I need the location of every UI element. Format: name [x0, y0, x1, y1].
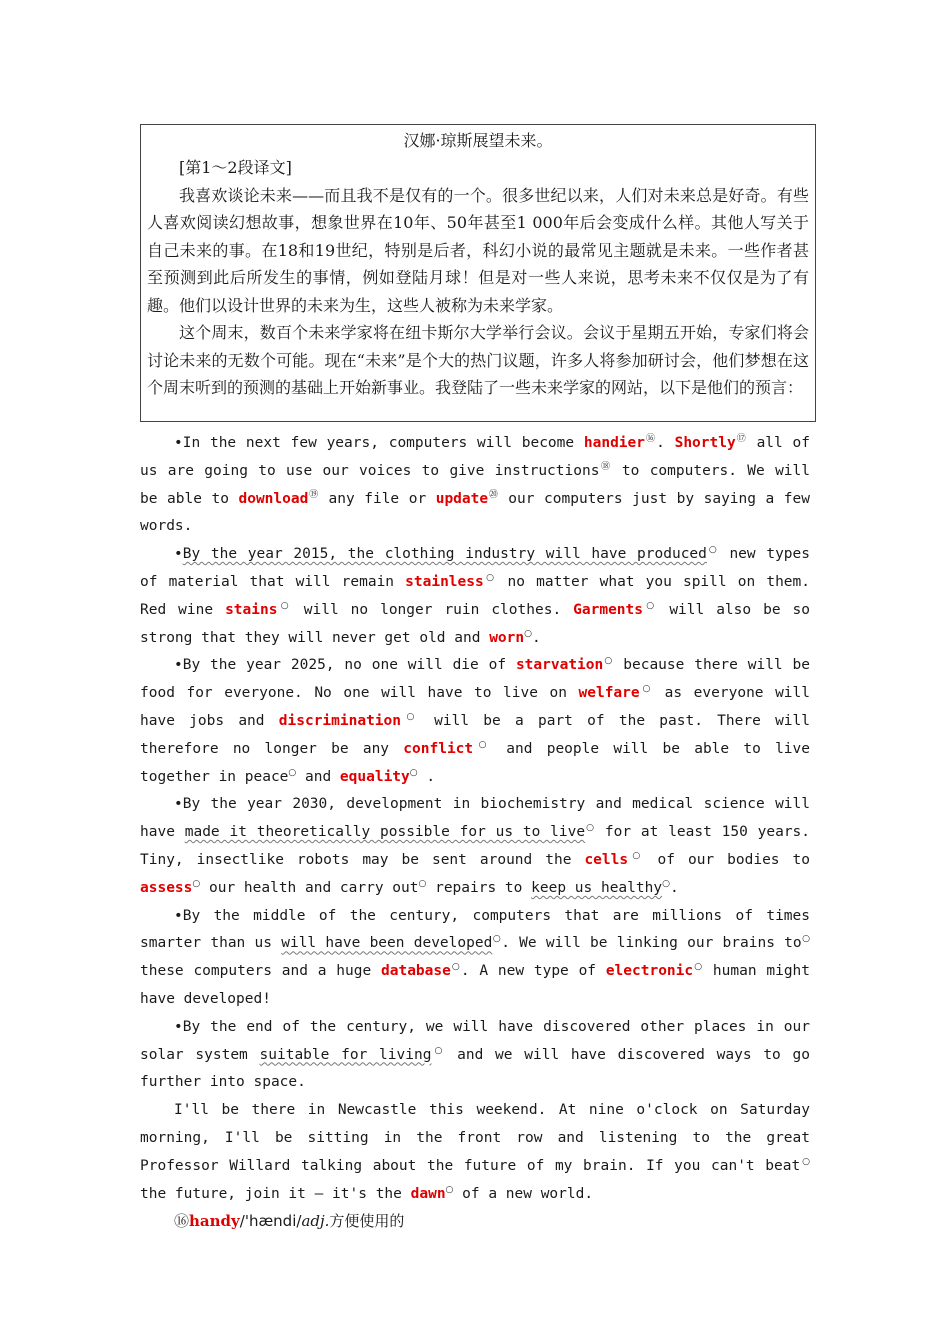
underlined-phrase: By the year 2015, the clothing industry will have produced — [182, 546, 707, 563]
english-text — [140, 430, 810, 1236]
keyword: assess — [140, 879, 193, 896]
underlined-phrase: suitable for living — [259, 1046, 432, 1063]
underlined-phrase: keep us healthy — [531, 879, 663, 896]
translation-paragraph-1: 我喜欢谈论未来——而且我不是仅有的一个。很多世纪以来，人们对未来总是好奇。有些人喜欢阅读幻想故事，想象世界在10年、50年甚至1 000年后会变成什么样。其他人写关于自己未来的事。在18和19世纪，特别是后者，科幻小说的最常见主题就是未来。一些作者甚至预测到此后所发生的事情，例如登陆月球！但是对一些人来说，思考未来不仅仅是为了有趣。他们以设计世界的未来为生，这些人被称为未来学家。 — [147, 185, 809, 315]
keyword: discrimination — [278, 712, 401, 729]
keyword: electronic — [605, 963, 694, 980]
keyword: stains — [225, 601, 278, 618]
prediction-paragraph-1: •In the next few years, computers will become handier⑯. Shortly⑰ all of us are going to use our voices to give instructions⑱ to computers. We will be able to download⑲ any file or update⑳ our computers just by saying a few words. — [140, 434, 811, 535]
keyword: dawn — [410, 1185, 446, 1202]
prediction-paragraph-4: •By the year 2030, development in biochemistry and medical science will have made it theoretically possible for us to live○ for at least 150 years. Tiny, insectlike robots may be sent around the cells○ of our bodies to assess○ our health and carry out○ repairs to keep us healthy○. — [140, 796, 811, 896]
keyword: conflict — [403, 740, 474, 757]
keyword: Shortly — [674, 435, 736, 451]
prediction-paragraph-3: •By the year 2025, no one will die of starvation○ because there will be food for everyone. No one will have to live on welfare○ as everyone will have jobs and discrimination○ will be a part of the past. There will therefore no longer be any conflict○ and people will be able to live together in peace○ and equality○ . — [140, 656, 811, 785]
note-pos: adj. — [301, 1212, 330, 1231]
keyword: update — [435, 490, 489, 507]
keyword: welfare — [578, 685, 640, 702]
prediction-paragraph-6: •By the end of the century, we will have discovered other places in our solar system suitable for living○ and we will have discovered ways to go further into space. — [140, 1018, 810, 1091]
prediction-paragraph-5: •By the middle of the century, computers that are millions of times smarter than us will have been developed○. We will be linking our brains to○ these computers and a huge database○. A new type of electronic○ human might have developed! — [140, 907, 811, 1007]
note-word: handy — [189, 1212, 240, 1231]
underlined-phrase: will have been developed — [281, 935, 493, 952]
keyword: handier — [583, 435, 645, 451]
keyword: Garments — [573, 601, 643, 618]
translation-box — [140, 124, 816, 422]
keyword: stainless — [405, 573, 484, 590]
keyword: cells — [584, 851, 629, 868]
translation-title: 汉娜·琼斯展望未来。 — [403, 131, 553, 150]
note-phonetic: /'hændi/ — [239, 1212, 302, 1231]
translation-paragraph-2: 这个周末，数百个未来学家将在纽卡斯尔大学举行会议。会议于星期五开始，专家们将会讨论未来的无数个可能。现在“未来”是个大的热门议题，许多人将参加研讨会，他们梦想在这个周末听到的预测的基础上开始新事业。我登陆了一些未来学家的网站，以下是他们的预言： — [147, 323, 809, 397]
keyword: starvation — [515, 657, 604, 674]
prediction-paragraph-2: •By the year 2015, the clothing industry will have produced○ new types of material that will remain stainless○ no matter what you spill on them. Red wine stains○ will no longer ruin clothes. Garments○ will also be so strong that they will never get old and worn○. — [140, 545, 810, 646]
vocabulary-note: ⑯handy/'hændi/adj.方便使用的 — [174, 1212, 405, 1231]
note-meaning: 方便使用的 — [329, 1212, 405, 1231]
keyword: download — [238, 490, 309, 507]
keyword: worn — [489, 629, 525, 646]
translation-label: [第1～2段译文] — [179, 158, 292, 177]
underlined-phrase: made it theoretically possible for us to live — [184, 824, 586, 841]
keyword: database — [381, 963, 451, 980]
keyword: equality — [339, 768, 410, 785]
closing-paragraph: I'll be there in Newcastle this weekend. At nine o'clock on Saturday morning, I'll be sitting in the front row and listening to the great Professor Willard talking about the future of my brain. If you can't beat○ the future, join it — it's the dawn○ of a new world. — [140, 1102, 810, 1202]
